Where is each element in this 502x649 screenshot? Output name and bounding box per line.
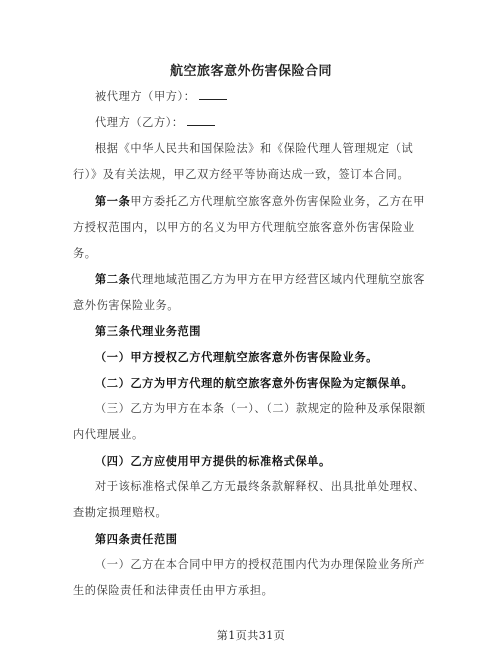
article-4-heading: 第四条责任范围 <box>95 532 178 546</box>
article-3-heading: 第三条代理业务范围 <box>95 324 202 338</box>
article-2-heading: 第二条 <box>95 272 131 286</box>
party-a-blank <box>199 89 227 100</box>
page-number-footer: 第1页共31页 <box>216 629 286 642</box>
article-1-text: 甲方委托乙方代理航空旅客意外伤害保险业务，乙方在甲方授权范围内，以甲方的名义为甲方代理航空旅客意外伤害保险业务。 <box>73 195 426 260</box>
party-b-line <box>73 110 429 136</box>
intro-paragraph: 根据《中华人民共和国保险法》和《保险代理人管理规定（试行）》及有关法规，甲乙双方经平等协商达成一致，签订本合同。 <box>73 142 414 181</box>
article-4-item-1: （一）乙方在本合同中甲方的授权范围内代为办理保险业务所产生的保险责任和法律责任由甲方承担。 <box>73 558 426 597</box>
party-a-line <box>73 84 429 110</box>
article-1-heading: 第一条 <box>95 194 131 208</box>
article-3-item-4: （四）乙方应使用甲方提供的标准格式保单。 <box>95 454 331 468</box>
article-3-item-3: （三）乙方为甲方在本条（一）、（二）款规定的险种及承保限额内代理展业。 <box>73 402 426 441</box>
party-b-blank <box>187 115 215 126</box>
party-b-label: 代理方（乙方）： <box>95 116 184 129</box>
article-2-text: 代理地域范围乙方为甲方在甲方经营区域内代理航空旅客意外伤害保险业务。 <box>73 273 426 312</box>
document-title: 航空旅客意外伤害保险合同 <box>169 64 332 79</box>
article-2-paragraph <box>73 266 429 319</box>
article-1-paragraph <box>73 188 429 267</box>
article-3-item-2: （二）乙方为甲方代理的航空旅客意外伤害保险为定额保单。 <box>95 376 414 390</box>
article-3-item-4-text: 对于该标准格式保单乙方无最终条款解释权、出具批单处理权、查勘定损理赔权。 <box>73 480 426 519</box>
article-3-item-1: （一）甲方授权乙方代理航空旅客意外伤害保险业务。 <box>95 350 378 364</box>
party-a-label: 被代理方（甲方）： <box>95 90 196 103</box>
